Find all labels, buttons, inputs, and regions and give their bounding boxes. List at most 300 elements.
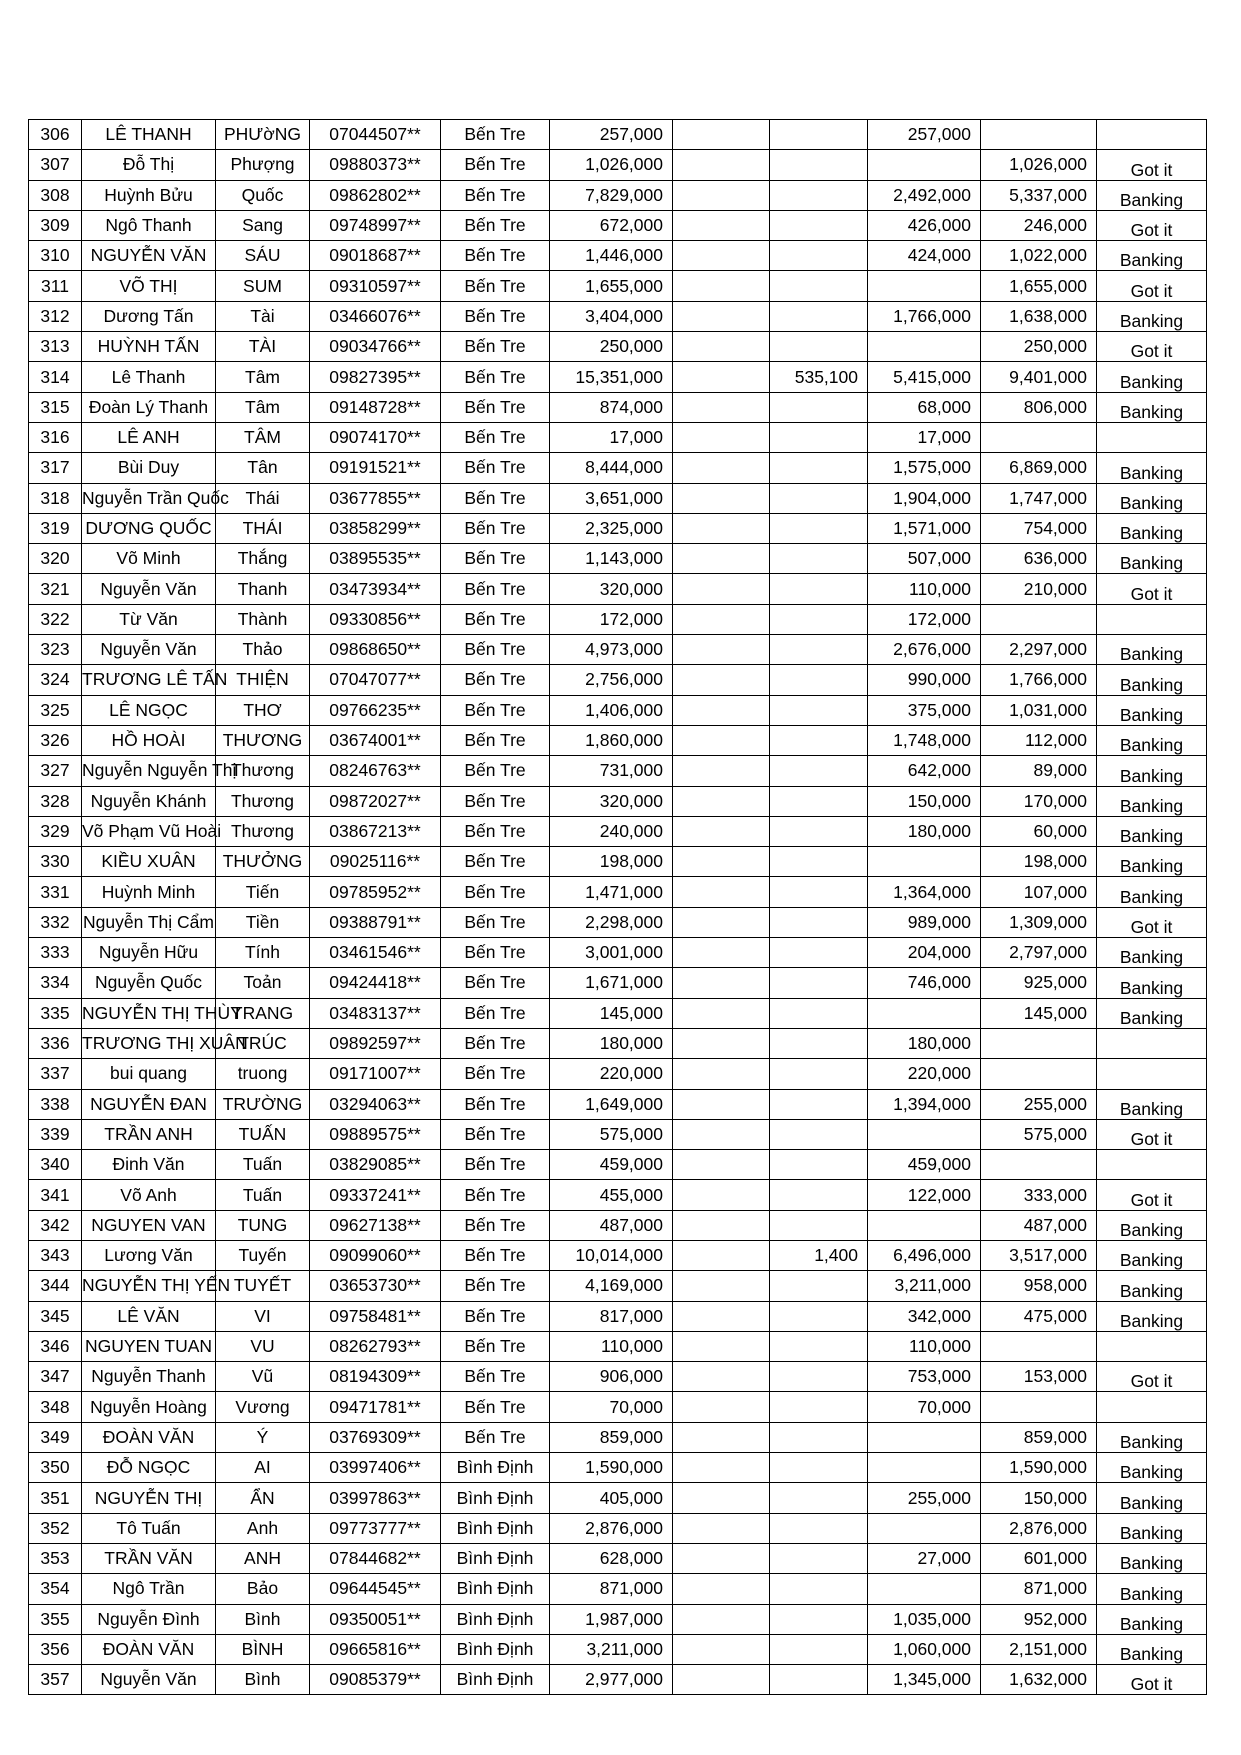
cell-paid-amount: 257,000 xyxy=(868,120,981,150)
cell-empty-col xyxy=(673,1574,770,1604)
cell-province: Bến Tre xyxy=(441,604,550,634)
cell-total-amount: 1,860,000 xyxy=(550,725,673,755)
cell-empty-col xyxy=(673,392,770,422)
cell-paid-amount: 172,000 xyxy=(868,604,981,634)
cell-paid-amount: 1,575,000 xyxy=(868,453,981,483)
cell-paid-amount xyxy=(868,1119,981,1149)
cell-first-name: VI xyxy=(216,1301,310,1331)
cell-adjustment xyxy=(770,1301,868,1331)
cell-total-amount: 575,000 xyxy=(550,1119,673,1149)
cell-empty-col xyxy=(673,1059,770,1089)
cell-row-number: 345 xyxy=(29,1301,82,1331)
cell-province: Bến Tre xyxy=(441,907,550,937)
cell-paid-amount: 204,000 xyxy=(868,938,981,968)
cell-adjustment xyxy=(770,1634,868,1664)
cell-first-name: Tuấn xyxy=(216,1180,310,1210)
table-row xyxy=(29,513,1207,543)
table-row xyxy=(29,725,1207,755)
table-row xyxy=(29,241,1207,271)
cell-last-middle-name: bui quang xyxy=(82,1059,216,1089)
cell-payment-method: Banking xyxy=(1097,1634,1207,1664)
cell-adjustment xyxy=(770,635,868,665)
cell-paid-amount: 342,000 xyxy=(868,1301,981,1331)
cell-last-middle-name: Nguyễn Quốc xyxy=(82,968,216,998)
cell-total-amount: 3,001,000 xyxy=(550,938,673,968)
table-row xyxy=(29,1331,1207,1361)
cell-total-amount: 4,169,000 xyxy=(550,1271,673,1301)
cell-paid-amount: 180,000 xyxy=(868,1028,981,1058)
cell-phone: 03769309** xyxy=(310,1422,441,1452)
cell-province: Bến Tre xyxy=(441,301,550,331)
cell-province: Bình Định xyxy=(441,1453,550,1483)
cell-remaining-amount: 6,869,000 xyxy=(981,453,1097,483)
cell-remaining-amount: 2,297,000 xyxy=(981,635,1097,665)
cell-first-name: Quốc xyxy=(216,180,310,210)
cell-total-amount: 2,977,000 xyxy=(550,1665,673,1695)
cell-province: Bến Tre xyxy=(441,756,550,786)
cell-paid-amount: 1,748,000 xyxy=(868,725,981,755)
cell-payment-method: Got it xyxy=(1097,1665,1207,1695)
cell-last-middle-name: ĐOÀN VĂN xyxy=(82,1634,216,1664)
cell-adjustment xyxy=(770,998,868,1028)
cell-empty-col xyxy=(673,453,770,483)
cell-payment-method: Banking xyxy=(1097,453,1207,483)
cell-empty-col xyxy=(673,665,770,695)
table-row xyxy=(29,332,1207,362)
cell-total-amount: 10,014,000 xyxy=(550,1240,673,1270)
cell-payment-method: Banking xyxy=(1097,392,1207,422)
table-row xyxy=(29,665,1207,695)
cell-total-amount: 672,000 xyxy=(550,210,673,240)
cell-total-amount: 487,000 xyxy=(550,1210,673,1240)
table-row xyxy=(29,786,1207,816)
cell-remaining-amount: 333,000 xyxy=(981,1180,1097,1210)
cell-row-number: 341 xyxy=(29,1180,82,1210)
cell-phone: 03473934** xyxy=(310,574,441,604)
table-row xyxy=(29,1271,1207,1301)
cell-phone: 09773777** xyxy=(310,1513,441,1543)
cell-payment-method: Banking xyxy=(1097,544,1207,574)
cell-payment-method: Banking xyxy=(1097,695,1207,725)
cell-row-number: 314 xyxy=(29,362,82,392)
cell-paid-amount xyxy=(868,998,981,1028)
cell-adjustment xyxy=(770,877,868,907)
cell-row-number: 354 xyxy=(29,1574,82,1604)
cell-first-name: Bình xyxy=(216,1604,310,1634)
cell-last-middle-name: Võ Minh xyxy=(82,544,216,574)
cell-first-name: Bình xyxy=(216,1665,310,1695)
table-row xyxy=(29,1665,1207,1695)
cell-first-name: TÂM xyxy=(216,422,310,452)
cell-province: Bến Tre xyxy=(441,1028,550,1058)
cell-total-amount: 220,000 xyxy=(550,1059,673,1089)
cell-last-middle-name: NGUYỄN THỊ xyxy=(82,1483,216,1513)
cell-paid-amount: 1,394,000 xyxy=(868,1089,981,1119)
table-row xyxy=(29,1453,1207,1483)
cell-row-number: 317 xyxy=(29,453,82,483)
cell-payment-method: Banking xyxy=(1097,816,1207,846)
cell-empty-col xyxy=(673,1089,770,1119)
cell-phone: 07844682** xyxy=(310,1543,441,1573)
cell-adjustment xyxy=(770,695,868,725)
cell-first-name: Tài xyxy=(216,301,310,331)
cell-last-middle-name: Ngô Thanh xyxy=(82,210,216,240)
cell-province: Bình Định xyxy=(441,1543,550,1573)
cell-phone: 03858299** xyxy=(310,513,441,543)
cell-row-number: 310 xyxy=(29,241,82,271)
cell-remaining-amount: 112,000 xyxy=(981,725,1097,755)
cell-phone: 09025116** xyxy=(310,847,441,877)
cell-empty-col xyxy=(673,1453,770,1483)
table-row xyxy=(29,1210,1207,1240)
cell-province: Bến Tre xyxy=(441,544,550,574)
cell-empty-col xyxy=(673,786,770,816)
cell-remaining-amount: 60,000 xyxy=(981,816,1097,846)
table-row xyxy=(29,938,1207,968)
cell-province: Bến Tre xyxy=(441,1422,550,1452)
cell-empty-col xyxy=(673,422,770,452)
cell-phone: 09785952** xyxy=(310,877,441,907)
cell-first-name: Thanh xyxy=(216,574,310,604)
cell-phone: 09862802** xyxy=(310,180,441,210)
cell-last-middle-name: TRẦN VĂN xyxy=(82,1543,216,1573)
cell-row-number: 309 xyxy=(29,210,82,240)
cell-payment-method: Got it xyxy=(1097,1362,1207,1392)
cell-first-name: TUYẾT xyxy=(216,1271,310,1301)
cell-last-middle-name: Huỳnh Bửu xyxy=(82,180,216,210)
cell-remaining-amount: 754,000 xyxy=(981,513,1097,543)
cell-paid-amount: 1,035,000 xyxy=(868,1604,981,1634)
cell-adjustment xyxy=(770,422,868,452)
cell-first-name: PHƯờNG xyxy=(216,120,310,150)
cell-empty-col xyxy=(673,544,770,574)
cell-last-middle-name: Đỗ Thị xyxy=(82,150,216,180)
cell-remaining-amount: 1,309,000 xyxy=(981,907,1097,937)
cell-empty-col xyxy=(673,938,770,968)
table-row xyxy=(29,1028,1207,1058)
cell-province: Bến Tre xyxy=(441,635,550,665)
cell-remaining-amount: 601,000 xyxy=(981,1543,1097,1573)
cell-payment-method: Banking xyxy=(1097,1604,1207,1634)
cell-first-name: TUẤN xyxy=(216,1119,310,1149)
cell-empty-col xyxy=(673,604,770,634)
cell-province: Bến Tre xyxy=(441,392,550,422)
cell-last-middle-name: Nguyễn Thanh xyxy=(82,1362,216,1392)
table-row xyxy=(29,453,1207,483)
cell-adjustment xyxy=(770,1119,868,1149)
cell-phone: 09085379** xyxy=(310,1665,441,1695)
cell-remaining-amount xyxy=(981,422,1097,452)
cell-first-name: TRÚC xyxy=(216,1028,310,1058)
cell-total-amount: 1,671,000 xyxy=(550,968,673,998)
cell-row-number: 343 xyxy=(29,1240,82,1270)
cell-first-name: SÁU xyxy=(216,241,310,271)
table-row xyxy=(29,301,1207,331)
cell-last-middle-name: LÊ VĂN xyxy=(82,1301,216,1331)
cell-remaining-amount: 871,000 xyxy=(981,1574,1097,1604)
cell-remaining-amount: 1,747,000 xyxy=(981,483,1097,513)
cell-paid-amount: 150,000 xyxy=(868,786,981,816)
cell-paid-amount: 1,060,000 xyxy=(868,1634,981,1664)
cell-empty-col xyxy=(673,756,770,786)
cell-phone: 09424418** xyxy=(310,968,441,998)
cell-row-number: 327 xyxy=(29,756,82,786)
cell-paid-amount: 746,000 xyxy=(868,968,981,998)
cell-remaining-amount xyxy=(981,1150,1097,1180)
table-row xyxy=(29,1240,1207,1270)
cell-empty-col xyxy=(673,907,770,937)
cell-empty-col xyxy=(673,1362,770,1392)
cell-paid-amount: 424,000 xyxy=(868,241,981,271)
cell-paid-amount: 2,676,000 xyxy=(868,635,981,665)
cell-paid-amount: 1,904,000 xyxy=(868,483,981,513)
cell-first-name: TÀI xyxy=(216,332,310,362)
cell-empty-col xyxy=(673,1634,770,1664)
cell-payment-method xyxy=(1097,120,1207,150)
cell-total-amount: 817,000 xyxy=(550,1301,673,1331)
cell-total-amount: 1,471,000 xyxy=(550,877,673,907)
cell-adjustment: 535,100 xyxy=(770,362,868,392)
cell-row-number: 322 xyxy=(29,604,82,634)
cell-adjustment xyxy=(770,1392,868,1422)
cell-province: Bến Tre xyxy=(441,241,550,271)
cell-phone: 08194309** xyxy=(310,1362,441,1392)
cell-last-middle-name: Nguyễn Văn xyxy=(82,1665,216,1695)
table-row xyxy=(29,635,1207,665)
cell-paid-amount xyxy=(868,1453,981,1483)
cell-remaining-amount xyxy=(981,1059,1097,1089)
cell-row-number: 330 xyxy=(29,847,82,877)
cell-phone: 09034766** xyxy=(310,332,441,362)
cell-paid-amount: 180,000 xyxy=(868,816,981,846)
cell-remaining-amount: 859,000 xyxy=(981,1422,1097,1452)
cell-phone: 09148728** xyxy=(310,392,441,422)
cell-first-name: Sang xyxy=(216,210,310,240)
table-row xyxy=(29,1604,1207,1634)
table-row xyxy=(29,1513,1207,1543)
cell-total-amount: 7,829,000 xyxy=(550,180,673,210)
cell-phone: 09388791** xyxy=(310,907,441,937)
cell-last-middle-name: NGUYỄN ĐAN xyxy=(82,1089,216,1119)
cell-first-name: Thành xyxy=(216,604,310,634)
cell-province: Bến Tre xyxy=(441,847,550,877)
table-row xyxy=(29,210,1207,240)
table-row xyxy=(29,816,1207,846)
cell-empty-col xyxy=(673,483,770,513)
cell-empty-col xyxy=(673,1331,770,1361)
cell-province: Bến Tre xyxy=(441,877,550,907)
cell-province: Bình Định xyxy=(441,1665,550,1695)
cell-row-number: 308 xyxy=(29,180,82,210)
cell-empty-col xyxy=(673,1392,770,1422)
cell-row-number: 357 xyxy=(29,1665,82,1695)
cell-first-name: TRANG xyxy=(216,998,310,1028)
cell-paid-amount: 507,000 xyxy=(868,544,981,574)
cell-payment-method: Banking xyxy=(1097,483,1207,513)
table-row xyxy=(29,968,1207,998)
cell-first-name: Tân xyxy=(216,453,310,483)
cell-province: Bến Tre xyxy=(441,483,550,513)
table-row xyxy=(29,907,1207,937)
cell-empty-col xyxy=(673,847,770,877)
cell-remaining-amount: 2,151,000 xyxy=(981,1634,1097,1664)
cell-adjustment xyxy=(770,1331,868,1361)
cell-province: Bến Tre xyxy=(441,695,550,725)
cell-province: Bến Tre xyxy=(441,998,550,1028)
cell-remaining-amount: 636,000 xyxy=(981,544,1097,574)
cell-empty-col xyxy=(673,513,770,543)
cell-empty-col xyxy=(673,968,770,998)
cell-paid-amount: 375,000 xyxy=(868,695,981,725)
cell-payment-method: Banking xyxy=(1097,877,1207,907)
cell-empty-col xyxy=(673,180,770,210)
cell-total-amount: 455,000 xyxy=(550,1180,673,1210)
cell-empty-col xyxy=(673,1665,770,1695)
cell-adjustment xyxy=(770,1604,868,1634)
cell-last-middle-name: ĐOÀN VĂN xyxy=(82,1422,216,1452)
cell-adjustment xyxy=(770,1028,868,1058)
cell-remaining-amount: 958,000 xyxy=(981,1271,1097,1301)
cell-remaining-amount: 210,000 xyxy=(981,574,1097,604)
table-row xyxy=(29,1301,1207,1331)
cell-payment-method: Banking xyxy=(1097,1513,1207,1543)
cell-row-number: 352 xyxy=(29,1513,82,1543)
cell-row-number: 306 xyxy=(29,120,82,150)
cell-first-name: ẨN xyxy=(216,1483,310,1513)
cell-remaining-amount: 89,000 xyxy=(981,756,1097,786)
cell-row-number: 355 xyxy=(29,1604,82,1634)
cell-adjustment xyxy=(770,847,868,877)
cell-first-name: Tuyến xyxy=(216,1240,310,1270)
cell-remaining-amount xyxy=(981,604,1097,634)
cell-paid-amount xyxy=(868,271,981,301)
cell-remaining-amount xyxy=(981,120,1097,150)
cell-province: Bến Tre xyxy=(441,725,550,755)
cell-payment-method: Banking xyxy=(1097,180,1207,210)
table-row xyxy=(29,362,1207,392)
cell-province: Bến Tre xyxy=(441,1240,550,1270)
cell-row-number: 328 xyxy=(29,786,82,816)
cell-paid-amount xyxy=(868,1422,981,1452)
cell-adjustment xyxy=(770,1089,868,1119)
cell-remaining-amount: 475,000 xyxy=(981,1301,1097,1331)
cell-remaining-amount: 250,000 xyxy=(981,332,1097,362)
cell-paid-amount xyxy=(868,150,981,180)
cell-province: Bến Tre xyxy=(441,362,550,392)
cell-total-amount: 320,000 xyxy=(550,574,673,604)
cell-province: Bến Tre xyxy=(441,513,550,543)
cell-paid-amount xyxy=(868,1513,981,1543)
cell-last-middle-name: Tô Tuấn xyxy=(82,1513,216,1543)
cell-payment-method xyxy=(1097,422,1207,452)
cell-total-amount: 198,000 xyxy=(550,847,673,877)
cell-last-middle-name: Nguyễn Khánh xyxy=(82,786,216,816)
cell-adjustment xyxy=(770,271,868,301)
cell-payment-method: Banking xyxy=(1097,1574,1207,1604)
cell-first-name: Anh xyxy=(216,1513,310,1543)
cell-paid-amount: 220,000 xyxy=(868,1059,981,1089)
cell-last-middle-name: DƯƠNG QUỐC xyxy=(82,513,216,543)
cell-row-number: 337 xyxy=(29,1059,82,1089)
cell-last-middle-name: KIỀU XUÂN xyxy=(82,847,216,877)
cell-total-amount: 1,655,000 xyxy=(550,271,673,301)
table-row xyxy=(29,847,1207,877)
cell-phone: 03294063** xyxy=(310,1089,441,1119)
cell-row-number: 313 xyxy=(29,332,82,362)
cell-payment-method: Banking xyxy=(1097,665,1207,695)
cell-phone: 09099060** xyxy=(310,1240,441,1270)
cell-payment-method: Banking xyxy=(1097,938,1207,968)
cell-last-middle-name: NGUYỄN VĂN xyxy=(82,241,216,271)
cell-paid-amount xyxy=(868,332,981,362)
table-row xyxy=(29,1634,1207,1664)
cell-payment-method: Got it xyxy=(1097,907,1207,937)
cell-adjustment xyxy=(770,665,868,695)
cell-row-number: 347 xyxy=(29,1362,82,1392)
cell-phone: 09171007** xyxy=(310,1059,441,1089)
cell-phone: 09350051** xyxy=(310,1604,441,1634)
cell-total-amount: 320,000 xyxy=(550,786,673,816)
table-row xyxy=(29,998,1207,1028)
cell-payment-method: Banking xyxy=(1097,241,1207,271)
cell-total-amount: 1,143,000 xyxy=(550,544,673,574)
cell-phone: 09758481** xyxy=(310,1301,441,1331)
cell-empty-col xyxy=(673,210,770,240)
cell-paid-amount: 2,492,000 xyxy=(868,180,981,210)
cell-remaining-amount: 925,000 xyxy=(981,968,1097,998)
cell-row-number: 350 xyxy=(29,1453,82,1483)
table-row xyxy=(29,695,1207,725)
cell-phone: 09627138** xyxy=(310,1210,441,1240)
cell-remaining-amount: 1,632,000 xyxy=(981,1665,1097,1695)
cell-last-middle-name: LÊ THANH xyxy=(82,120,216,150)
cell-remaining-amount: 170,000 xyxy=(981,786,1097,816)
cell-first-name: Ý xyxy=(216,1422,310,1452)
cell-row-number: 333 xyxy=(29,938,82,968)
cell-first-name: VU xyxy=(216,1331,310,1361)
cell-row-number: 311 xyxy=(29,271,82,301)
cell-row-number: 342 xyxy=(29,1210,82,1240)
cell-province: Bình Định xyxy=(441,1634,550,1664)
cell-province: Bến Tre xyxy=(441,1210,550,1240)
cell-adjustment xyxy=(770,210,868,240)
cell-remaining-amount: 575,000 xyxy=(981,1119,1097,1149)
cell-phone: 03997863** xyxy=(310,1483,441,1513)
cell-province: Bến Tre xyxy=(441,1271,550,1301)
cell-province: Bến Tre xyxy=(441,665,550,695)
cell-payment-method: Banking xyxy=(1097,756,1207,786)
cell-row-number: 340 xyxy=(29,1150,82,1180)
cell-first-name: Thái xyxy=(216,483,310,513)
cell-payment-method: Banking xyxy=(1097,301,1207,331)
cell-last-middle-name: Võ Anh xyxy=(82,1180,216,1210)
cell-paid-amount: 989,000 xyxy=(868,907,981,937)
cell-phone: 09018687** xyxy=(310,241,441,271)
table-row xyxy=(29,150,1207,180)
cell-last-middle-name: HỒ HOÀI xyxy=(82,725,216,755)
cell-phone: 09872027** xyxy=(310,786,441,816)
cell-paid-amount: 1,766,000 xyxy=(868,301,981,331)
cell-first-name: TUNG xyxy=(216,1210,310,1240)
cell-remaining-amount: 1,022,000 xyxy=(981,241,1097,271)
cell-empty-col xyxy=(673,574,770,604)
cell-paid-amount: 17,000 xyxy=(868,422,981,452)
cell-adjustment xyxy=(770,392,868,422)
cell-row-number: 353 xyxy=(29,1543,82,1573)
cell-total-amount: 240,000 xyxy=(550,816,673,846)
cell-adjustment xyxy=(770,1665,868,1695)
cell-row-number: 349 xyxy=(29,1422,82,1452)
